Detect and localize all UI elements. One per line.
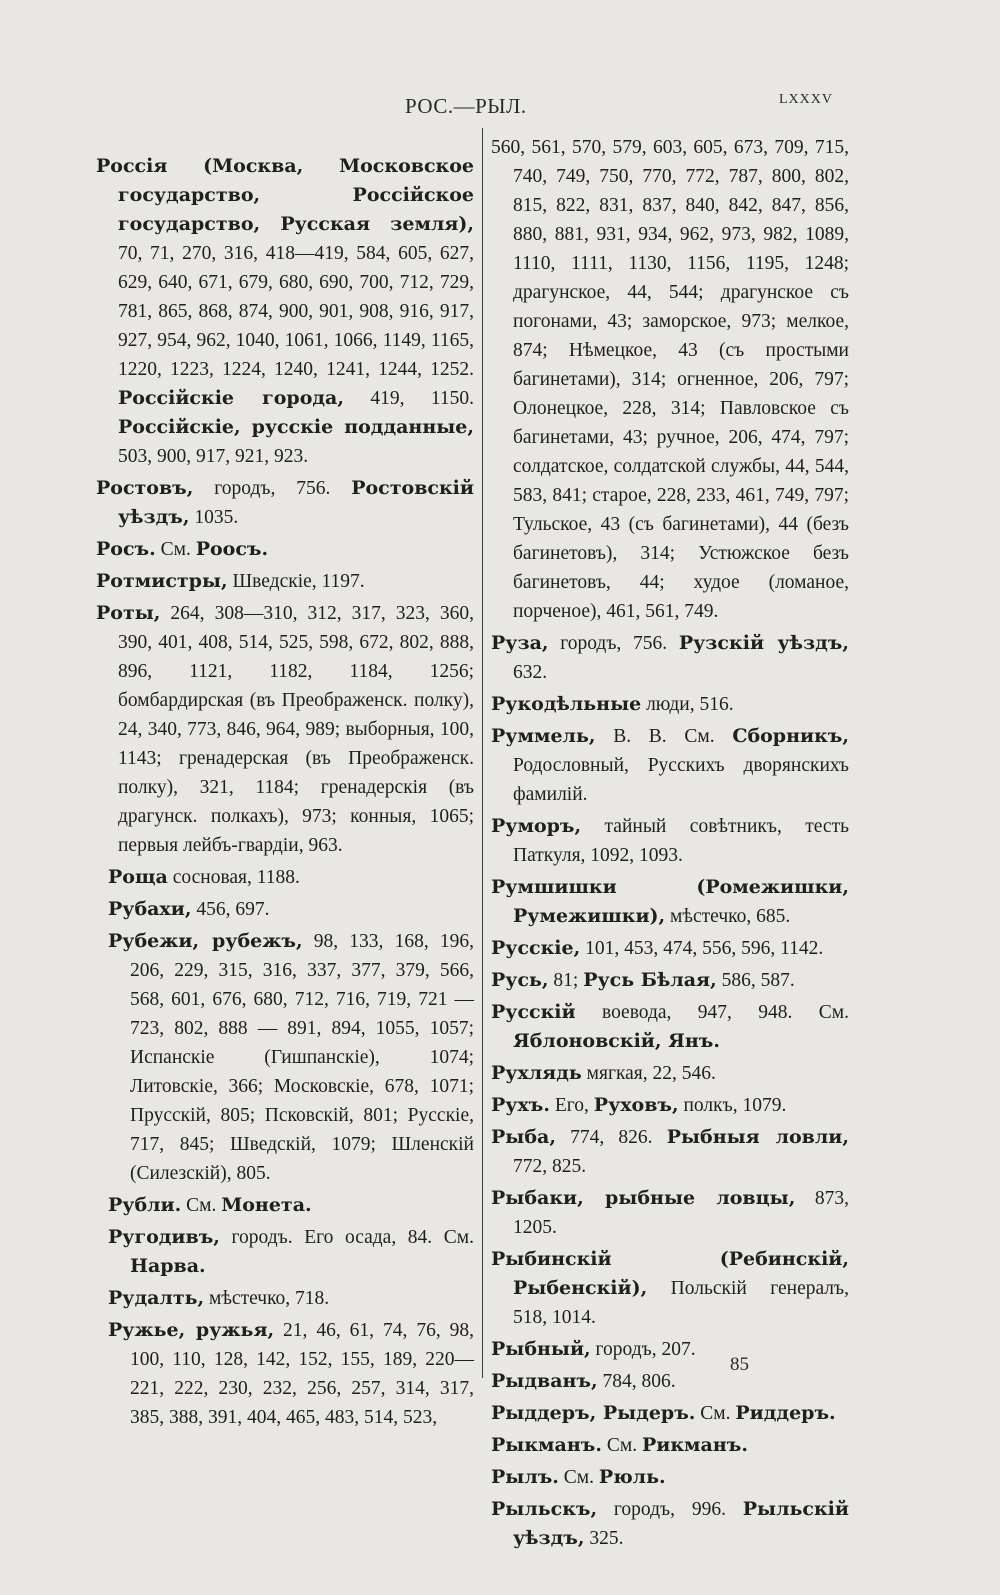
index-entry <box>96 152 474 471</box>
entry-text: 101, 453, 474, 556, 596, 1142. <box>580 938 824 959</box>
index-entry <box>491 1367 849 1396</box>
index-entry <box>96 567 474 596</box>
entry-text: 419, 1150. <box>343 388 475 409</box>
index-entry <box>491 1399 849 1428</box>
entry-text: Польскій генералъ, 518, 1014. <box>513 1278 849 1328</box>
entry-text: мягкая, 22, 546. <box>581 1063 716 1084</box>
index-entry <box>491 133 849 626</box>
entry-headword: Рубежи, рубежъ, <box>108 930 303 952</box>
entry-text: 774, 826. <box>555 1127 667 1148</box>
entry-headword: Русь, <box>491 969 549 991</box>
entry-headword: Руморъ, <box>491 815 582 837</box>
entry-text: мѣстечко, 718. <box>204 1288 330 1309</box>
index-entry <box>491 1495 849 1553</box>
entry-headword: Рыбаки, рыбные ловцы, <box>491 1187 796 1209</box>
entry-headword: Ругодивъ, <box>108 1226 220 1248</box>
entry-headword: Роты, <box>96 602 161 624</box>
entry-headword: Нарва. <box>130 1255 206 1277</box>
entry-text: См. <box>601 1435 642 1456</box>
entry-headword: Рыбный, <box>491 1338 591 1360</box>
entry-headword: Рылъ. <box>491 1466 559 1488</box>
index-entry <box>491 1059 849 1088</box>
entry-headword: Рюль. <box>598 1466 666 1488</box>
index-entry <box>108 1316 474 1432</box>
entry-headword: Рубли. <box>108 1194 182 1216</box>
entry-headword: Рузскій уѣздъ, <box>678 632 849 654</box>
index-entry <box>491 1184 849 1242</box>
entry-text: 70, 71, 270, 316, 418—419, 584, 605, 627, 629, 640, 671, 679, 680, 690, 700, 712, 729, 781, 865, 868, 874, 900, 901, 908, 916, 917, 927, 954, 962, 1040, 1061, 1066, 1149, 1165, 1220, 1223, 1224, 1240, 1241, 1244, 1252. <box>118 243 474 380</box>
entry-text: воевода, 947, 948. См. <box>575 1002 849 1023</box>
entry-headword: Ростовскій уѣздъ, <box>118 477 474 528</box>
entry-headword: Рыльскій уѣздъ, <box>513 1498 849 1549</box>
entry-text: сосновая, 1188. <box>167 867 300 888</box>
entry-text: городъ. Его осада, 84. См. <box>219 1227 474 1248</box>
entry-headword: Рыльскъ, <box>491 1498 598 1520</box>
page-roman-numeral: LXXXV <box>779 92 833 107</box>
entry-text: полкъ, 1079. <box>678 1095 787 1116</box>
entry-text: городъ, 996. <box>597 1499 743 1520</box>
entry-headword: Рыбныя ловли, <box>666 1126 849 1148</box>
index-entry <box>108 1223 474 1281</box>
entry-text: 586, 587. <box>716 970 795 991</box>
entry-headword: Рикманъ. <box>641 1434 748 1456</box>
entry-text: 98, 133, 168, 196, 206, 229, 315, 316, 337, 377, 379, 566, 568, 601, 676, 680, 712, 716, 719, 721 — 723, 802, 888 — 891, 894, 1055, 1057; Испанскіе (Гишпанскіе), 1074; Литовскіе, 366; Московскіе, 678, 1071; Прусскій, 805; Псковскій, 801; Русскіе, 717, 845; Шведскій, 1079; Шленскій (Силезскій), 805. <box>130 931 474 1184</box>
entry-text: Шведскіе, 1197. <box>227 571 365 592</box>
entry-headword: Русь Бѣлая, <box>583 969 717 991</box>
entry-headword: Русскій <box>491 1001 576 1023</box>
entry-headword: Руза, <box>491 632 549 654</box>
column-divider <box>482 128 483 1378</box>
entry-headword: Рукодѣльные <box>491 693 642 715</box>
index-entry <box>491 934 849 963</box>
entry-headword: Рыкманъ. <box>491 1434 602 1456</box>
entry-headword: Ротмистры, <box>96 570 228 592</box>
index-entry <box>491 966 849 995</box>
entry-headword: Руховъ, <box>593 1094 679 1116</box>
entry-headword: Рухлядь <box>491 1062 582 1084</box>
entry-headword: Риддеръ. <box>735 1402 836 1424</box>
entry-text: См. <box>558 1467 599 1488</box>
index-entry <box>491 1245 849 1332</box>
entry-headword: Рубахи, <box>108 898 192 920</box>
entry-headword: Россійскіе, русскіе подданные, <box>118 416 474 438</box>
index-entry <box>491 690 849 719</box>
entry-text: городъ, 756. <box>548 633 679 654</box>
entry-text: 21, 46, 61, 74, 76, 98, 100, 110, 128, 142, 152, 155, 189, 220—221, 222, 230, 232, 256, 257, 314, 317, 385, 388, 391, 404, 465, 483, 514, 523, <box>130 1320 475 1428</box>
index-entry <box>491 1463 849 1492</box>
entry-text: 456, 697. <box>191 899 270 920</box>
entry-text: тайный совѣтникъ, тесть Паткуля, 1092, 1093. <box>513 816 849 866</box>
index-entry <box>491 1091 849 1120</box>
index-entry <box>108 927 474 1188</box>
entry-text: См. <box>695 1403 736 1424</box>
entry-text: 264, 308—310, 312, 317, 323, 360, 390, 401, 408, 514, 525, 598, 672, 802, 888, 896, 1121, 1182, 1184, 1256; бомбардирская (въ Преображенск. полку), 24, 340, 773, 846, 964, 989; выборныя, 100, 1143; гренадерская (въ Преображенск. полку), 321, 1184; гренадерскія (въ драгунск. полкахъ), 973; конныя, 1065; первыя лейбъ-гвардіи, 963. <box>118 603 474 856</box>
entry-text: городъ, 756. <box>193 478 352 499</box>
entry-headword: Сборникъ, <box>732 725 849 747</box>
entry-text: 772, 825. <box>513 1156 587 1177</box>
entry-headword: Россія (Москва, Московское государство, Россійское государство, Русская земля), <box>96 155 474 235</box>
index-entry <box>491 1123 849 1181</box>
entry-headword: Ростовъ, <box>96 477 194 499</box>
entry-headword: Рыба, <box>491 1126 556 1148</box>
entry-text: 1035. <box>189 507 239 528</box>
entry-text: люди, 516. <box>641 694 734 715</box>
index-entry <box>491 1431 849 1460</box>
index-entry <box>96 599 474 860</box>
index-entry <box>96 535 474 564</box>
entry-headword: Яблоновскій, Янъ. <box>513 1030 720 1052</box>
entry-text: 873, 1205. <box>513 1188 849 1238</box>
entry-text: мѣстечко, 685. <box>665 906 791 927</box>
entry-headword: Руммель, <box>491 725 596 747</box>
index-entry <box>491 812 849 870</box>
entry-text: 560, 561, 570, 579, 603, 605, 673, 709, 715, 740, 749, 750, 770, 772, 787, 800, 802, 815, 822, 831, 837, 840, 842, 847, 856, 880, 881, 931, 934, 962, 973, 982, 1089, 1110, 1111, 1130, 1156, 1195, 1248; драгунское, 44, 544; драгунское съ погонами, 43; заморское, 973; мелкое, 874; Нѣмецкое, 43 (съ простыми багинетами), 314; огненное, 206, 797; Олонецкое, 228, 314; Павловское съ багинетами, 43; ручное, 206, 474, 797; солдатское, солдатской службы, 44, 544, 583, 841; старое, 228, 233, 461, 749, 797; Тульское, 43 (съ багинетами), 44 (безъ багинетовъ), 314; Устюжское безъ багинетовъ, 44; худое (ломаное, порченое), 461, 561, 749. <box>491 137 849 622</box>
index-entry <box>108 863 474 892</box>
entry-headword: Монета. <box>221 1194 312 1216</box>
running-head: РОС.—РЫЛ. <box>405 94 527 118</box>
entry-headword: Рухъ. <box>491 1094 550 1116</box>
index-entry <box>491 1335 849 1364</box>
entry-text: 81; <box>548 970 584 991</box>
index-entry <box>108 1284 474 1313</box>
entry-headword: Рыбинскій (Ребинскій, Рыбенскій), <box>491 1248 849 1299</box>
entry-headword: Рудалть, <box>108 1287 205 1309</box>
entry-text: городъ, 207. <box>590 1339 696 1360</box>
entry-headword: Рыдванъ, <box>491 1370 598 1392</box>
entry-text: 325. <box>584 1528 624 1549</box>
index-entry <box>491 629 849 687</box>
entry-text: Родословный, Русскихъ дворянскихъ фамилій. <box>513 755 849 805</box>
index-column-left <box>96 152 474 1435</box>
index-entry <box>491 998 849 1056</box>
entry-text: Его, <box>549 1095 594 1116</box>
entry-text: 784, 806. <box>597 1371 676 1392</box>
entry-headword: Роосъ. <box>195 538 269 560</box>
index-entry <box>491 873 849 931</box>
entry-headword: Ружье, ружья, <box>108 1319 275 1341</box>
entry-text: В. В. См. <box>595 726 733 747</box>
entry-headword: Роща <box>108 866 168 888</box>
entry-text: 503, 900, 917, 921, 923. <box>118 446 309 467</box>
entry-headword: Румшишки (Ромежишки, Румежишки), <box>491 876 849 927</box>
entry-text: 632. <box>513 662 548 683</box>
index-entry <box>108 895 474 924</box>
index-column-right <box>491 133 849 1556</box>
entry-headword: Росъ. <box>96 538 156 560</box>
index-entry <box>491 722 849 809</box>
entry-text: См. <box>181 1195 222 1216</box>
entry-text: См. <box>155 539 196 560</box>
entry-headword: Русскіе, <box>491 937 581 959</box>
index-entry <box>96 474 474 532</box>
entry-headword: Рыддеръ, Рыдеръ. <box>491 1402 696 1424</box>
index-entry <box>108 1191 474 1220</box>
entry-headword: Россійскіе города, <box>118 387 344 409</box>
page-number: 85 <box>730 1354 749 1375</box>
